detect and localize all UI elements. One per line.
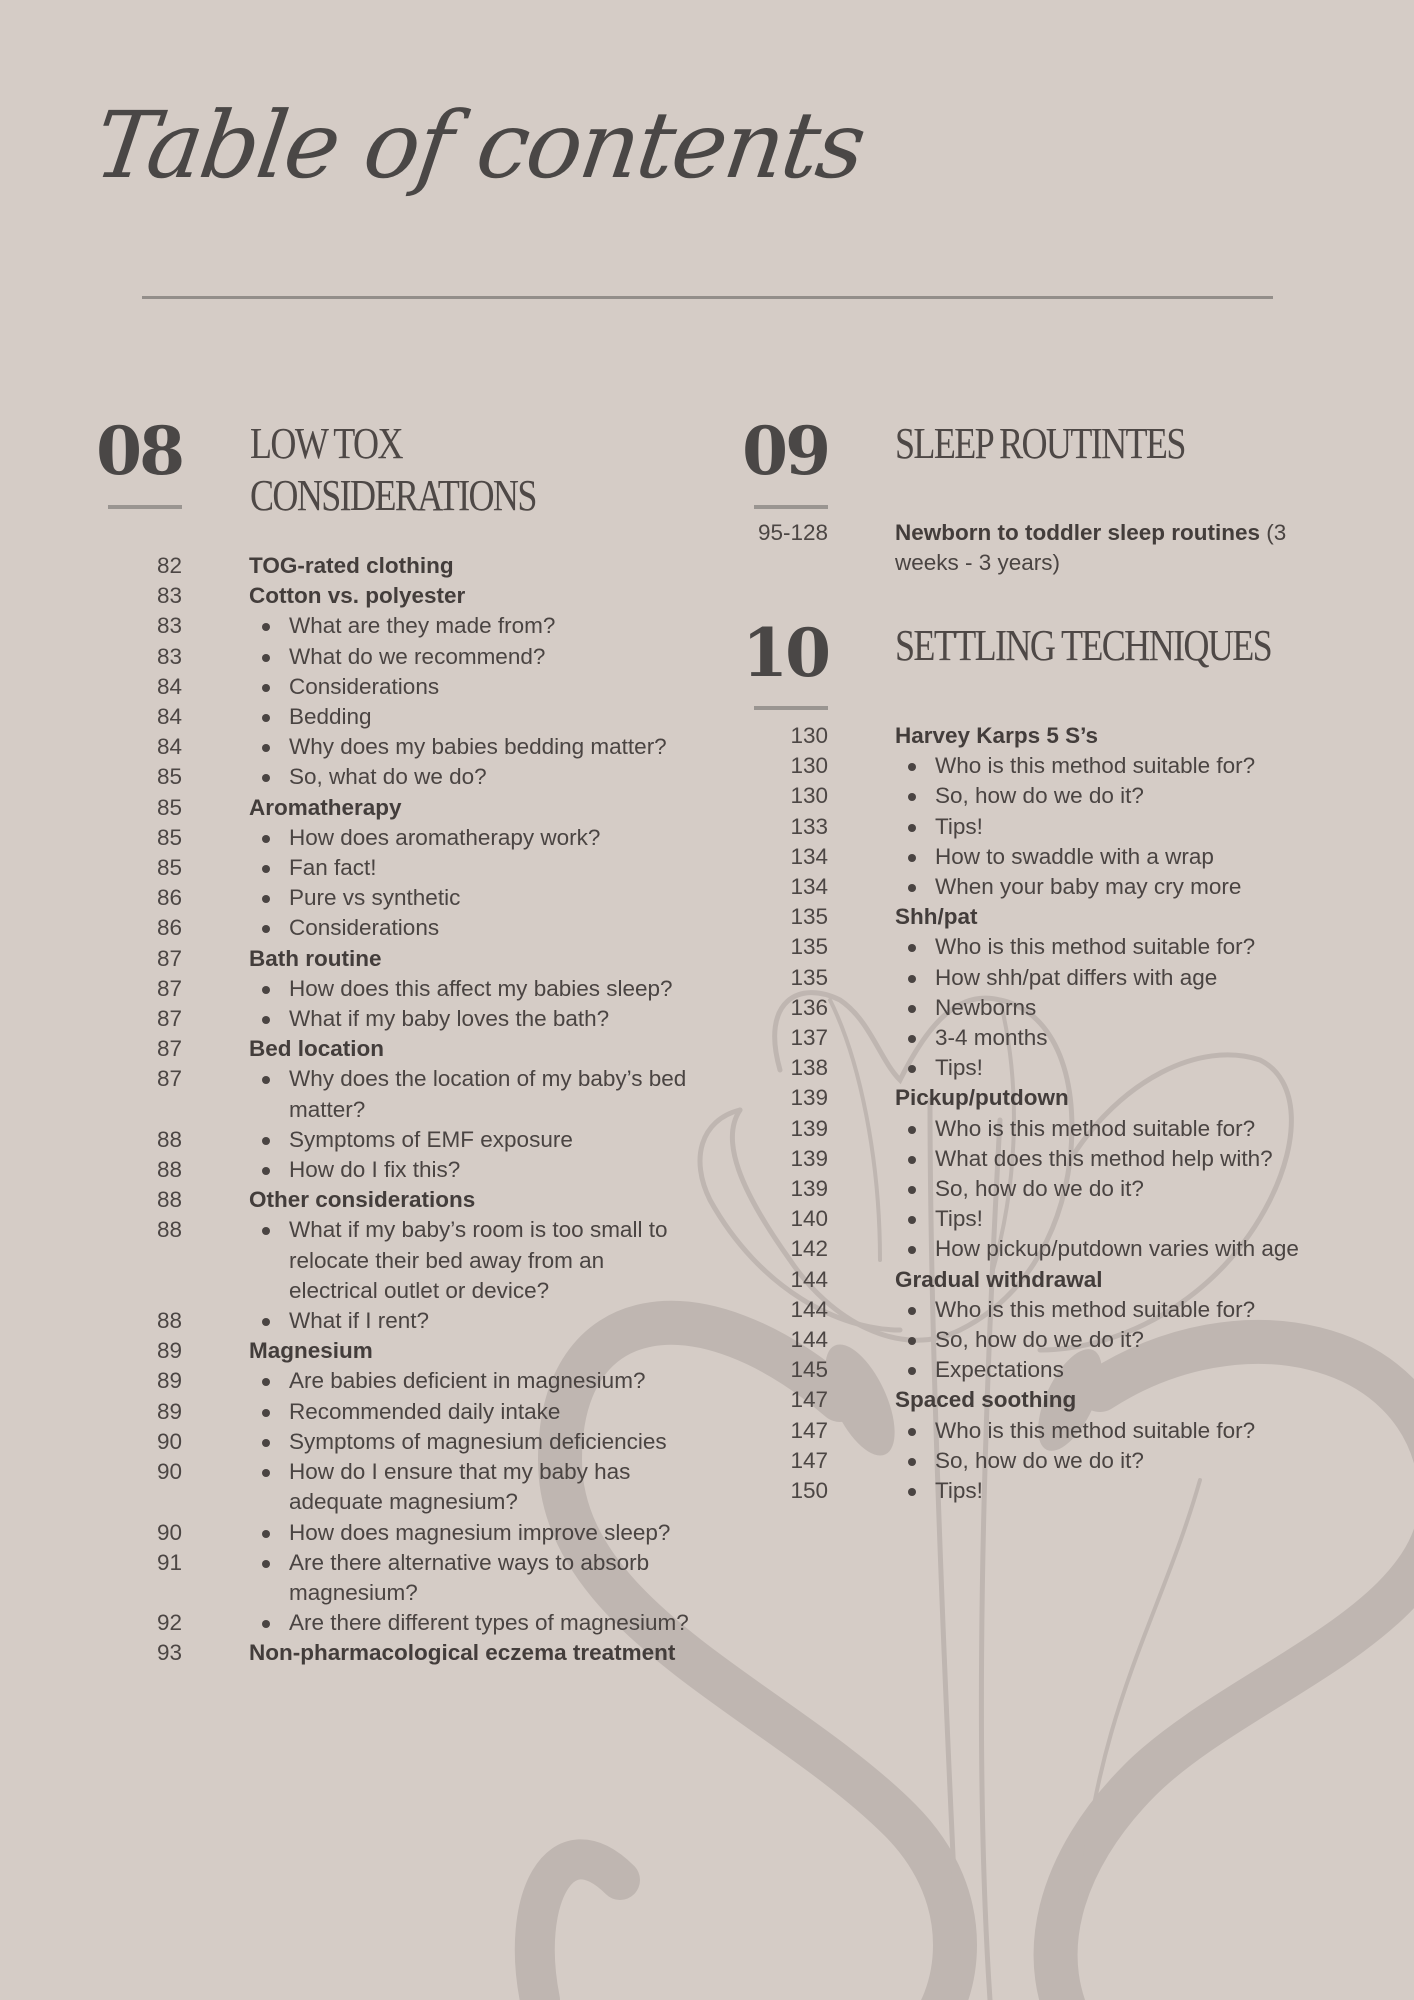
toc-bullet-entry[interactable] — [736, 1355, 1356, 1385]
entry-title — [895, 721, 1098, 751]
section-number: 10 — [742, 614, 828, 692]
entry-label: How does magnesium improve sleep? — [289, 1519, 671, 1545]
toc-bullet-entry[interactable] — [90, 823, 690, 853]
entry-title — [249, 793, 402, 823]
page-number: 147 — [790, 1447, 828, 1473]
entry-label: Shh/pat — [895, 904, 978, 930]
toc-heading-entry[interactable] — [736, 518, 1356, 578]
page-number: 93 — [156, 1640, 182, 1666]
entry-label: Aromatherapy — [249, 794, 402, 820]
page-number: 139 — [790, 1115, 828, 1141]
entry-label: What if I rent? — [289, 1308, 430, 1334]
page-number: 145 — [790, 1357, 828, 1383]
entry-title — [895, 1083, 1069, 1113]
page-number: 83 — [156, 613, 182, 639]
page-number: 138 — [790, 1055, 828, 1081]
entry-title — [249, 732, 667, 762]
entry-title — [895, 1023, 1048, 1053]
page-number: 92 — [156, 1610, 182, 1636]
toc-heading-entry[interactable] — [736, 1385, 1356, 1415]
page-number: 87 — [156, 1036, 182, 1062]
entry-label: Recommended daily intake — [289, 1398, 561, 1424]
entry-label: Expectations — [935, 1357, 1064, 1383]
entry-title — [249, 762, 487, 792]
toc-heading-entry[interactable] — [90, 551, 690, 581]
entry-title — [249, 611, 555, 641]
entry-label: Are babies deficient in magnesium? — [289, 1368, 646, 1394]
entry-title — [895, 781, 1144, 811]
page-number: 86 — [156, 885, 182, 911]
entry-title — [895, 812, 983, 842]
page-number: 86 — [156, 915, 182, 941]
toc-bullet-entry[interactable] — [736, 1446, 1356, 1476]
toc-list — [90, 551, 690, 1669]
toc-bullet-entry[interactable] — [90, 1397, 690, 1427]
entry-label: Spaced soothing — [895, 1387, 1077, 1413]
toc-bullet-entry[interactable] — [90, 762, 690, 792]
entry-title — [249, 1548, 690, 1608]
page-number: 89 — [156, 1338, 182, 1364]
entry-label: Why does the location of my baby’s bed matter? — [289, 1066, 687, 1122]
page-number: 88 — [156, 1126, 182, 1152]
section-title-line: LOW TOX — [250, 419, 402, 468]
toc-bullet-entry[interactable] — [736, 1476, 1356, 1506]
page-number: 144 — [790, 1266, 828, 1292]
section-number-rule — [108, 505, 182, 509]
toc-heading-entry[interactable] — [90, 581, 690, 611]
entry-label: How shh/pat differs with age — [935, 964, 1218, 990]
page-number: 90 — [156, 1519, 182, 1545]
entry-title — [895, 1446, 1144, 1476]
entry-label: Who is this method suitable for? — [935, 1296, 1256, 1322]
entry-label: How do I ensure that my baby has adequate magnesium? — [289, 1459, 631, 1515]
page-number: 85 — [156, 794, 182, 820]
section-title — [895, 620, 1271, 672]
entry-label: What are they made from? — [289, 613, 556, 639]
toc-bullet-entry[interactable] — [90, 853, 690, 883]
toc-bullet-entry[interactable] — [90, 1548, 690, 1608]
entry-label: Newborn to toddler sleep routines — [895, 520, 1261, 545]
entry-label: Gradual withdrawal — [895, 1266, 1103, 1292]
entry-suffix: (3 weeks - 3 years) — [895, 520, 1287, 576]
entry-title — [895, 518, 1356, 578]
page-number: 135 — [790, 904, 828, 930]
toc-bullet-entry[interactable] — [736, 751, 1356, 781]
entry-label: Tips! — [935, 1206, 983, 1232]
entry-label: Considerations — [289, 673, 440, 699]
page-number: 150 — [790, 1478, 828, 1504]
entry-label: How pickup/putdown varies with age — [935, 1236, 1299, 1262]
entry-label: When your baby may cry more — [935, 874, 1242, 900]
page-number: 85 — [156, 824, 182, 850]
page-number: 139 — [790, 1085, 828, 1111]
entry-label: What if my baby loves the bath? — [289, 1006, 610, 1032]
toc-bullet-entry[interactable] — [736, 1114, 1356, 1144]
page-number: 88 — [156, 1157, 182, 1183]
page-number: 139 — [790, 1176, 828, 1202]
page-number: 142 — [790, 1236, 828, 1262]
entry-title — [249, 974, 673, 1004]
entry-title — [249, 581, 465, 611]
entry-label: How to swaddle with a wrap — [935, 843, 1214, 869]
section-title-line: SETTLING TECHNIQUES — [895, 621, 1272, 670]
entry-label: Newborns — [935, 994, 1037, 1020]
section-title-line: SLEEP ROUTINTES — [895, 419, 1185, 468]
page-number: 139 — [790, 1145, 828, 1171]
page-number: 147 — [790, 1387, 828, 1413]
entry-title — [249, 1034, 384, 1064]
entry-label: Symptoms of magnesium deficiencies — [289, 1428, 667, 1454]
toc-bullet-entry[interactable] — [90, 913, 690, 943]
page-number: 85 — [156, 855, 182, 881]
title-divider — [142, 296, 1273, 299]
entry-label: Tips! — [935, 1055, 983, 1081]
page-number: 134 — [790, 874, 828, 900]
page-number: 83 — [156, 583, 182, 609]
entry-title — [249, 1064, 690, 1124]
toc-bullet-entry[interactable] — [90, 1608, 690, 1638]
entry-label: Who is this method suitable for? — [935, 1417, 1256, 1443]
section-number-rule — [754, 706, 828, 710]
page-number: 87 — [156, 1006, 182, 1032]
toc-heading-entry[interactable] — [90, 1185, 690, 1215]
entry-label: So, how do we do it? — [935, 783, 1144, 809]
entry-title — [895, 1265, 1103, 1295]
page-number: 95-128 — [757, 520, 828, 545]
entry-label: Bath routine — [249, 945, 382, 971]
entry-label: How does this affect my babies sleep? — [289, 975, 673, 1001]
entry-label: Non-pharmacological eczema treatment — [249, 1640, 676, 1666]
toc-bullet-entry[interactable] — [736, 1053, 1356, 1083]
entry-title — [249, 1185, 475, 1215]
page-number: 82 — [156, 553, 182, 578]
entry-title — [895, 993, 1036, 1023]
page-number: 91 — [156, 1549, 182, 1575]
entry-title — [249, 1004, 609, 1034]
section-number: 08 — [96, 412, 182, 490]
entry-title — [249, 551, 454, 581]
page-number: 136 — [790, 994, 828, 1020]
entry-title — [895, 872, 1241, 902]
entry-title — [895, 1416, 1255, 1446]
entry-title — [895, 1144, 1273, 1174]
entry-title — [249, 853, 377, 883]
entry-title — [895, 1325, 1144, 1355]
toc-bullet-entry[interactable] — [90, 1366, 690, 1396]
entry-title — [249, 1397, 560, 1427]
entry-label: Bed location — [249, 1036, 385, 1062]
page-number: 89 — [156, 1368, 182, 1394]
entry-label: How does aromatherapy work? — [289, 824, 601, 850]
entry-title — [249, 913, 439, 943]
entry-title — [249, 1518, 670, 1548]
entry-label: Cotton vs. polyester — [249, 583, 466, 609]
toc-bullet-entry[interactable] — [90, 642, 690, 672]
page-number: 90 — [156, 1459, 182, 1485]
page-number: 84 — [156, 704, 182, 730]
entry-title — [895, 1053, 983, 1083]
toc-list — [736, 518, 1356, 578]
toc-bullet-entry[interactable] — [736, 1416, 1356, 1446]
toc-bullet-entry[interactable] — [90, 1004, 690, 1034]
page-number: 137 — [790, 1025, 828, 1051]
page-title: Table of contents — [88, 92, 871, 199]
page-number: 130 — [790, 723, 828, 748]
entry-label: 3-4 months — [935, 1025, 1048, 1051]
entry-title — [249, 1155, 460, 1185]
toc-heading-entry[interactable] — [90, 944, 690, 974]
toc-bullet-entry[interactable] — [90, 1215, 690, 1306]
entry-title — [249, 642, 545, 672]
entry-label: Who is this method suitable for? — [935, 1115, 1256, 1141]
entry-label: Symptoms of EMF exposure — [289, 1126, 573, 1152]
toc-bullet-entry[interactable] — [90, 611, 690, 641]
entry-label: So, how do we do it? — [935, 1327, 1144, 1353]
page-number: 135 — [790, 964, 828, 990]
entry-label: Are there alternative ways to absorb magnesium? — [289, 1549, 650, 1605]
entry-title — [249, 1457, 690, 1517]
entry-label: So, what do we do? — [289, 764, 487, 790]
section-title-line: CONSIDERATIONS — [250, 471, 536, 520]
entry-label: Why does my babies bedding matter? — [289, 734, 667, 760]
page-number: 84 — [156, 734, 182, 760]
toc-bullet-entry[interactable] — [736, 1295, 1356, 1325]
page-number: 144 — [790, 1296, 828, 1322]
entry-title — [249, 1608, 689, 1638]
toc-list — [736, 721, 1356, 1506]
entry-title — [249, 1366, 645, 1396]
entry-label: Considerations — [289, 915, 440, 941]
page-number: 83 — [156, 643, 182, 669]
page-number: 84 — [156, 673, 182, 699]
entry-title — [895, 1114, 1255, 1144]
toc-heading-entry[interactable] — [736, 1265, 1356, 1295]
toc-bullet-entry[interactable] — [736, 1023, 1356, 1053]
section-number-rule — [754, 505, 828, 509]
toc-heading-entry[interactable] — [736, 1083, 1356, 1113]
entry-title — [249, 702, 372, 732]
entry-title — [249, 1427, 667, 1457]
entry-title — [895, 932, 1255, 962]
entry-title — [895, 1295, 1255, 1325]
entry-label: So, how do we do it? — [935, 1447, 1144, 1473]
page-number: 144 — [790, 1327, 828, 1353]
entry-label: What if my baby’s room is too small to relocate their bed away from an electrical outlet or device? — [289, 1217, 668, 1303]
toc-bullet-entry[interactable] — [90, 1306, 690, 1336]
entry-title — [895, 751, 1255, 781]
page-number: 88 — [156, 1187, 182, 1213]
toc-bullet-entry[interactable] — [736, 1325, 1356, 1355]
page-number: 134 — [790, 843, 828, 869]
page-number: 140 — [790, 1206, 828, 1232]
toc-bullet-entry[interactable] — [736, 1174, 1356, 1204]
page-number: 88 — [156, 1308, 182, 1334]
toc-bullet-entry[interactable] — [90, 732, 690, 762]
page-number: 135 — [790, 934, 828, 960]
page-number: 85 — [156, 764, 182, 790]
entry-label: Tips! — [935, 1478, 983, 1504]
entry-label: Are there different types of magnesium? — [289, 1610, 689, 1636]
toc-heading-entry[interactable] — [736, 902, 1356, 932]
toc-bullet-entry[interactable] — [90, 1427, 690, 1457]
entry-title — [895, 1174, 1144, 1204]
page-number: 88 — [156, 1217, 182, 1243]
entry-title — [895, 1385, 1076, 1415]
toc-bullet-entry[interactable] — [90, 1457, 690, 1517]
entry-title — [249, 823, 600, 853]
entry-title — [249, 672, 439, 702]
toc-bullet-entry[interactable] — [736, 842, 1356, 872]
toc-bullet-entry[interactable] — [90, 1125, 690, 1155]
toc-heading-entry[interactable] — [736, 721, 1356, 751]
toc-heading-entry[interactable] — [90, 793, 690, 823]
toc-bullet-entry[interactable] — [90, 1064, 690, 1124]
toc-bullet-entry[interactable] — [90, 974, 690, 1004]
toc-heading-entry[interactable] — [90, 1034, 690, 1064]
entry-label: What does this method help with? — [935, 1145, 1273, 1171]
entry-label: Pure vs synthetic — [289, 885, 461, 911]
toc-bullet-entry[interactable] — [736, 993, 1356, 1023]
entry-label: Harvey Karps 5 S’s — [895, 723, 1099, 748]
toc-bullet-entry[interactable] — [90, 702, 690, 732]
page-number: 87 — [156, 1066, 182, 1092]
toc-heading-entry[interactable] — [90, 1638, 690, 1668]
toc-bullet-entry[interactable] — [90, 1518, 690, 1548]
toc-bullet-entry[interactable] — [736, 812, 1356, 842]
section-title — [895, 418, 1185, 470]
page-number: 130 — [790, 753, 828, 779]
toc-bullet-entry[interactable] — [736, 1234, 1356, 1264]
entry-label: Who is this method suitable for? — [935, 934, 1256, 960]
section-title — [250, 418, 536, 522]
page-number: 89 — [156, 1398, 182, 1424]
entry-label: Pickup/putdown — [895, 1085, 1069, 1111]
toc-bullet-entry[interactable] — [736, 932, 1356, 962]
page-number: 90 — [156, 1428, 182, 1454]
toc-bullet-entry[interactable] — [736, 1204, 1356, 1234]
toc-heading-entry[interactable] — [90, 1336, 690, 1366]
entry-title — [895, 842, 1214, 872]
page-number: 87 — [156, 975, 182, 1001]
entry-title — [249, 1638, 675, 1668]
entry-label: How do I fix this? — [289, 1157, 461, 1183]
entry-label: Bedding — [289, 704, 372, 730]
entry-title — [895, 1234, 1299, 1264]
entry-title — [249, 944, 382, 974]
page-number: 147 — [790, 1417, 828, 1443]
page-number: 130 — [790, 783, 828, 809]
entry-title — [249, 883, 460, 913]
toc-bullet-entry[interactable] — [736, 872, 1356, 902]
page-number: 133 — [790, 813, 828, 839]
entry-label: TOG-rated clothing — [249, 553, 454, 578]
entry-title — [249, 1336, 373, 1366]
page-number: 87 — [156, 945, 182, 971]
section-number: 09 — [742, 412, 828, 490]
entry-title — [249, 1125, 573, 1155]
toc-bullet-entry[interactable] — [90, 883, 690, 913]
toc-bullet-entry[interactable] — [90, 1155, 690, 1185]
entry-label: Who is this method suitable for? — [935, 753, 1256, 779]
entry-label: What do we recommend? — [289, 643, 546, 669]
entry-label: So, how do we do it? — [935, 1176, 1144, 1202]
entry-label: Other considerations — [249, 1187, 476, 1213]
entry-label: Fan fact! — [289, 855, 377, 881]
entry-label: Magnesium — [249, 1338, 373, 1364]
toc-bullet-entry[interactable] — [736, 963, 1356, 993]
entry-label: Tips! — [935, 813, 983, 839]
entry-title — [249, 1306, 429, 1336]
toc-bullet-entry[interactable] — [90, 672, 690, 702]
entry-title — [249, 1215, 690, 1306]
entry-title — [895, 1355, 1064, 1385]
toc-bullet-entry[interactable] — [736, 781, 1356, 811]
entry-title — [895, 1476, 983, 1506]
entry-title — [895, 963, 1217, 993]
entry-title — [895, 902, 978, 932]
toc-bullet-entry[interactable] — [736, 1144, 1356, 1174]
entry-title — [895, 1204, 983, 1234]
